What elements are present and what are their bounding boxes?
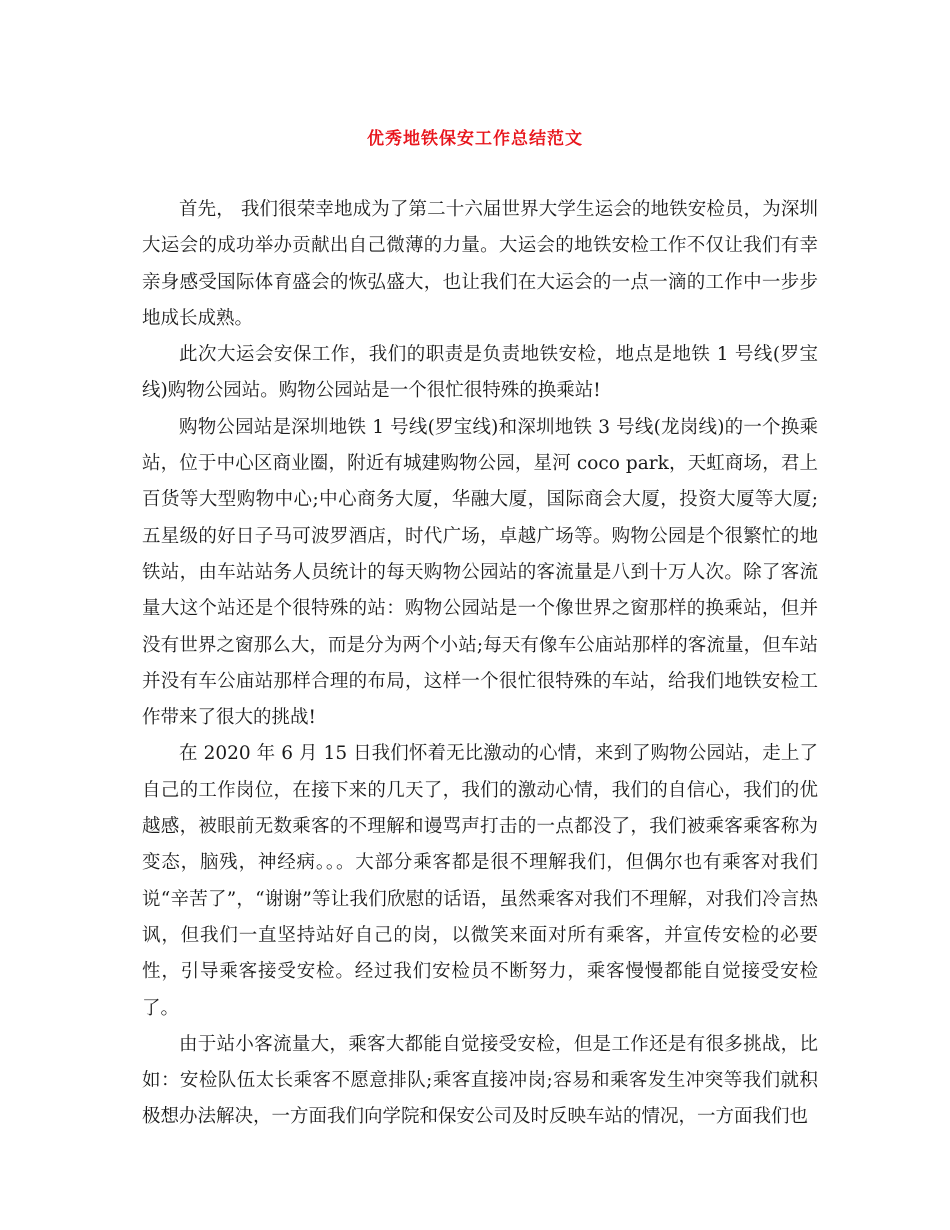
paragraph-experience: 在 2020 年 6 月 15 日我们怀着无比激动的心情，来到了购物公园站，走上了自己的工作岗位，在接下来的几天了，我们的激动心情，我们的自信心，我们的优越感，被眼前无数乘客的不理解和谩骂声打击的一点都没了，我们被乘客乘客称为变态，脑残，神经病。。。大部分乘客都是很不理解我们，但偶尔也有乘客对我们说“辛苦了”，“谢谢”等让我们欣慰的话语，虽然乘客对我们不理解，对我们冷言热讽，但我们一直坚持站好自己的岗，以微笑来面对所有乘客，并宣传安检的必要性，引导乘客接受安检。经过我们安检员不断努力，乘客慢慢都能自觉接受安检了。 xyxy=(142,743,818,1019)
paragraph-intro: 首先， 我们很荣幸地成为了第二十六届世界大学生运会的地铁安检员，为深圳大运会的成功举办贡献出自己微薄的力量。大运会的地铁安检工作不仅让我们有幸亲身感受国际体育盛会的恢弘盛大，也让我们在大运会的一点一滴的工作中一步步地成长成熟。 xyxy=(142,199,818,329)
paragraph-challenges: 由于站小客流量大，乘客大都能自觉接受安检，但是工作还是有很多挑战，比如：安检队伍太长乘客不愿意排队;乘客直接冲岗;容易和乘客发生冲突等我们就积极想办法解决，一方面我们向学院和保安公司及时反映车站的情况，一方面我们也 xyxy=(142,1033,818,1128)
paragraph-duty: 此次大运会安保工作，我们的职责是负责地铁安检，地点是地铁 1 号线(罗宝线)购物公园站。购物公园站是一个很忙很特殊的换乘站! xyxy=(142,344,818,402)
paragraph-station: 购物公园站是深圳地铁 1 号线(罗宝线)和深圳地铁 3 号线(龙岗线)的一个换乘站，位于中心区商业圈，附近有城建购物公园，星河 coco park，天虹商场，君上百货等大型购物中心;中心商务大厦，华融大厦，国际商会大厦，投资大厦等大厦;五星级的好日子马可波罗酒店，时代广场，卓越广场等。购物公园是个很繁忙的地铁站，由车站站务人员统计的每天购物公园站的客流量是八到十万人次。除了客流量大这个站还是个很特殊的站：购物公园站是一个像世界之窗那样的换乘站，但并没有世界之窗那么大，而是分为两个小站;每天有像车公庙站那样的客流量，但车站并没有车公庙站那样合理的布局，这样一个很忙很特殊的车站，给我们地铁安检工作带来了很大的挑战! xyxy=(142,416,818,729)
document-title: 优秀地铁保安工作总结范文 xyxy=(367,129,583,149)
document-body xyxy=(142,192,818,1136)
